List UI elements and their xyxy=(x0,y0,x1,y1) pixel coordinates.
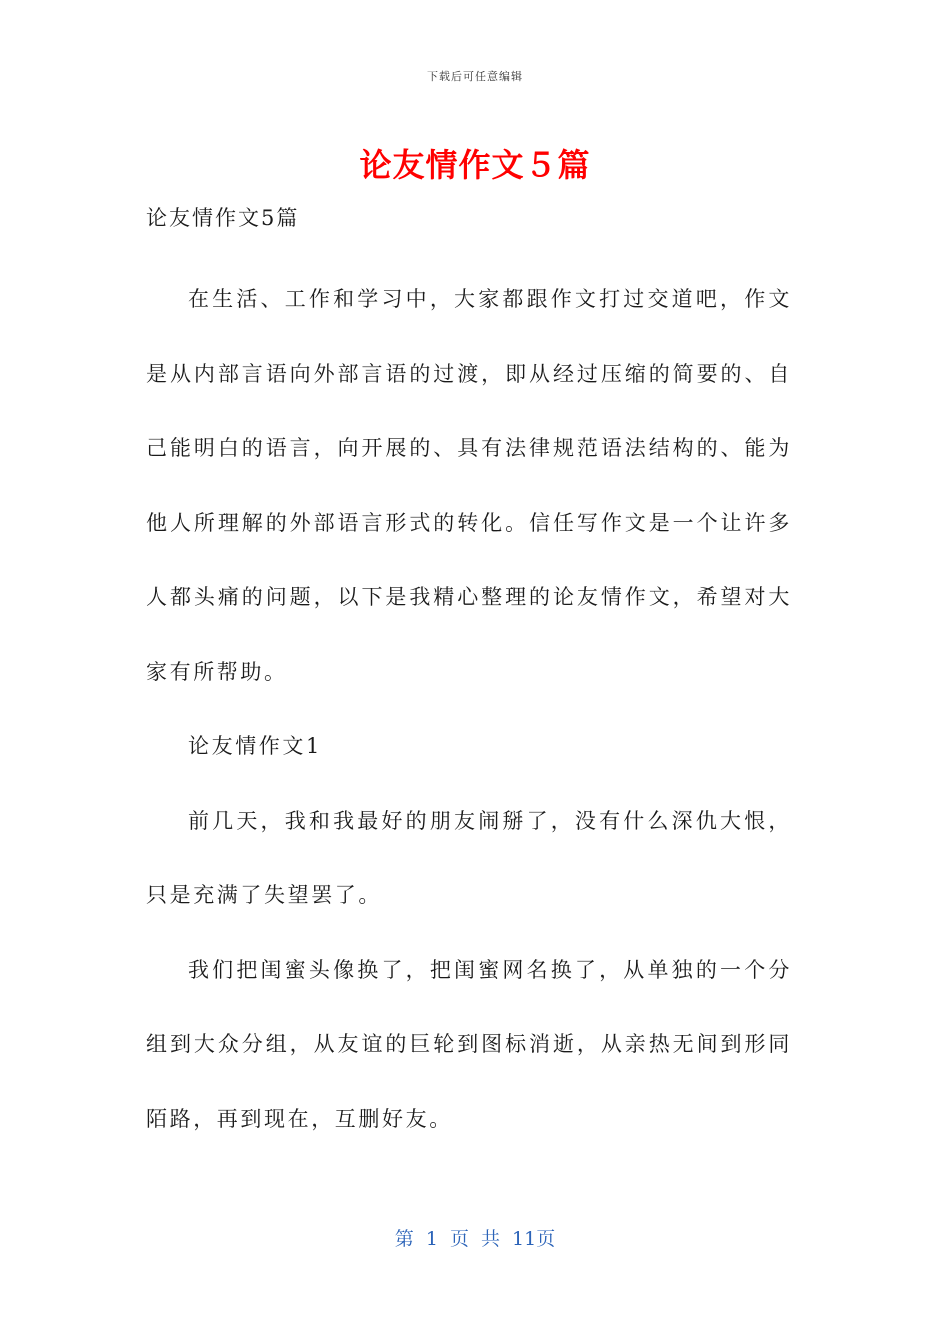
document-title: 论友情作文５篇 xyxy=(359,146,591,184)
document-subtitle: 论友情作文5篇 xyxy=(146,206,300,230)
page-header: 下载后可任意编辑 xyxy=(427,70,523,83)
body-paragraph: 我们把闺蜜头像换了，把闺蜜网名换了，从单独的一个分组到大众分组，从友谊的巨轮到图标消逝，从亲热无间到形同陌路，再到现在，互删好友。 xyxy=(146,957,792,1131)
page-number-footer: 第 1 页 共 11页 xyxy=(394,1228,556,1250)
body-paragraph: 前几天，我和我最好的朋友闹掰了，没有什么深仇大恨，只是充满了失望罢了。 xyxy=(146,808,792,907)
section-heading: 论友情作文1 xyxy=(188,734,322,758)
document-body xyxy=(146,262,792,1156)
intro-paragraph: 在生活、工作和学习中，大家都跟作文打过交道吧，作文是从内部言语向外部言语的过渡，即从经过压缩的简要的、自己能明白的语言，向开展的、具有法律规范语法结构的、能为他人所理解的外部语言形式的转化。信任写作文是一个让许多人都头痛的问题，以下是我精心整理的论友情作文，希望对大家有所帮助。 xyxy=(146,287,792,684)
